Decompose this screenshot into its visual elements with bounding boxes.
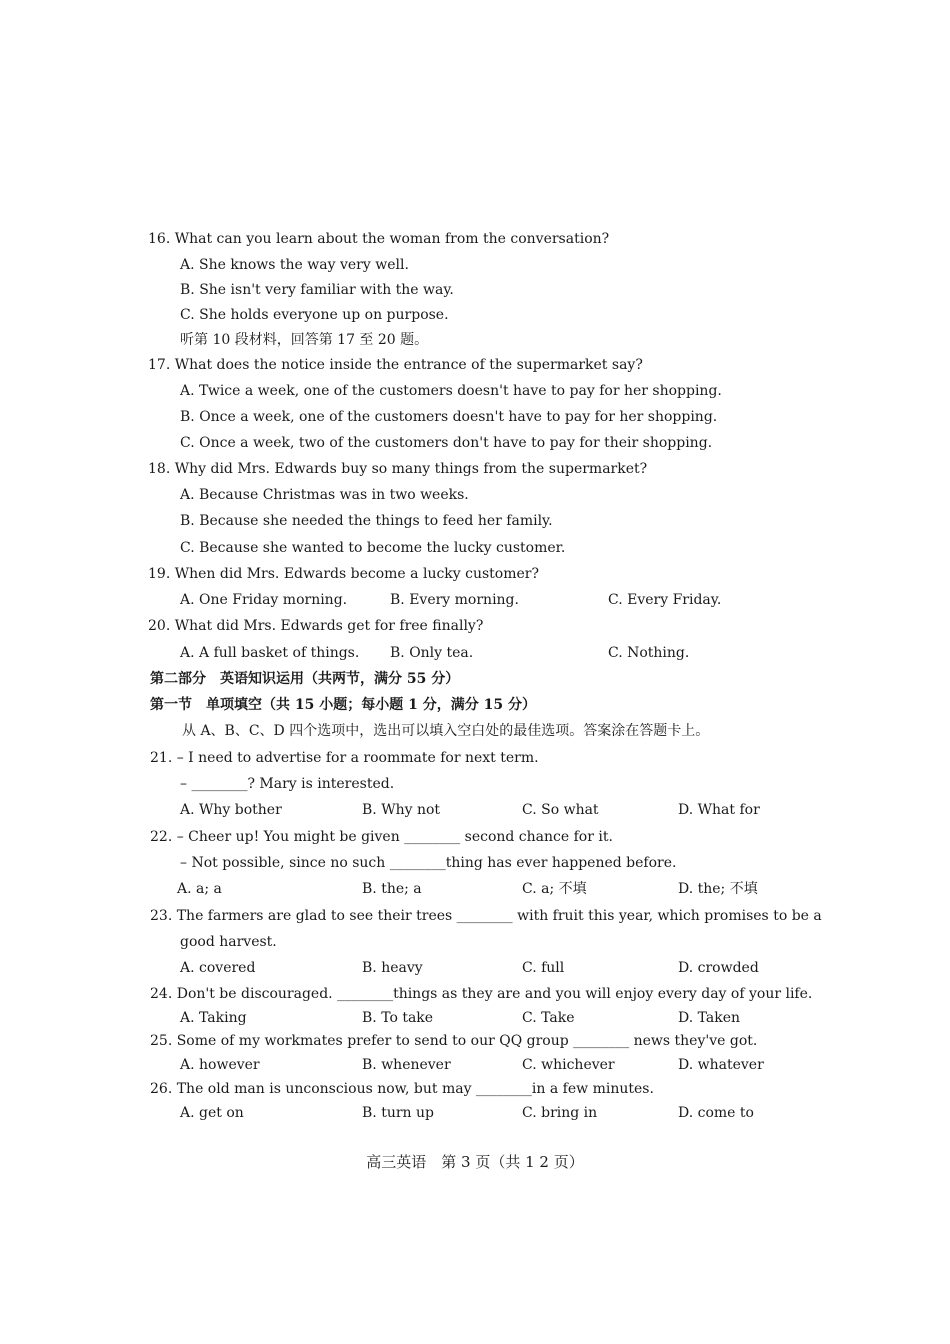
q16-option-c: C. She holds everyone up on purpose. [180, 307, 449, 323]
q17-option-a: A. Twice a week, one of the customers doesn't have to pay for her shopping. [180, 383, 722, 399]
q24-option-a: A. Taking [180, 1010, 247, 1026]
q21-option-c: C. So what [522, 802, 599, 818]
q19-option-c: C. Every Friday. [608, 592, 722, 608]
q23-option-c: C. full [522, 960, 565, 976]
q22-line1: 22. – Cheer up! You might be given ________ second chance for it. [150, 829, 613, 845]
section1-heading: 第一节 单项填空（共 15 小题；每小题 1 分，满分 15 分） [150, 697, 536, 713]
q21-line2: – ________? Mary is interested. [180, 776, 395, 792]
q21-option-d: D. What for [678, 802, 760, 818]
q21-option-b: B. Why not [362, 802, 441, 818]
q18-option-c: C. Because she wanted to become the lucky customer. [180, 540, 566, 556]
q22-line2: – Not possible, since no such ________thing has ever happened before. [180, 855, 677, 871]
q21-line1: 21. – I need to advertise for a roommate for next term. [150, 750, 539, 766]
q23-option-a: A. covered [180, 960, 256, 976]
q24-option-b: B. To take [362, 1010, 434, 1026]
q24-option-c: C. Take [522, 1010, 575, 1026]
q17-stem: 17. What does the notice inside the entrance of the supermarket say? [148, 357, 643, 373]
q23-option-d: D. crowded [678, 960, 759, 976]
q17-option-c: C. Once a week, two of the customers don't have to pay for their shopping. [180, 435, 713, 451]
q22-option-a: A. a; a [177, 881, 222, 897]
part2-heading: 第二部分 英语知识运用（共两节，满分 55 分） [150, 671, 460, 687]
q24-line1: 24. Don't be discouraged. ________things as they are and you will enjoy every day of your life. [150, 986, 813, 1002]
q20-stem: 20. What did Mrs. Edwards get for free finally? [148, 618, 484, 634]
q16-stem: 16. What can you learn about the woman from the conversation? [148, 231, 610, 247]
q20-option-c: C. Nothing. [608, 645, 690, 661]
q25-option-b: B. whenever [362, 1057, 451, 1073]
q23-option-b: B. heavy [362, 960, 423, 976]
q16-option-a: A. She knows the way very well. [180, 257, 409, 273]
q19-stem: 19. When did Mrs. Edwards become a lucky customer? [148, 566, 539, 582]
q26-option-d: D. come to [678, 1105, 754, 1121]
q25-line1: 25. Some of my workmates prefer to send to our QQ group ________ news they've got. [150, 1033, 758, 1049]
q24-option-d: D. Taken [678, 1010, 741, 1026]
q22-option-c: C. a; 不填 [522, 881, 587, 897]
q26-option-c: C. bring in [522, 1105, 598, 1121]
q23-line1: 23. The farmers are glad to see their trees ________ with fruit this year, which promises to be a [150, 908, 822, 924]
q26-option-a: A. get on [180, 1105, 244, 1121]
section10-instruction: 听第 10 段材料，回答第 17 至 20 题。 [180, 332, 429, 348]
q25-option-d: D. whatever [678, 1057, 764, 1073]
q26-option-b: B. turn up [362, 1105, 434, 1121]
section1-instruction: 从 A、B、C、D 四个选项中，选出可以填入空白处的最佳选项。答案涂在答题卡上。 [182, 723, 710, 739]
q18-option-b: B. Because she needed the things to feed her family. [180, 513, 553, 529]
q25-option-c: C. whichever [522, 1057, 615, 1073]
q20-option-b: B. Only tea. [390, 645, 474, 661]
page-footer: 高三英语 第 3 页（共 1 2 页） [366, 1153, 584, 1171]
q19-option-a: A. One Friday morning. [180, 592, 348, 608]
q22-option-d: D. the; 不填 [678, 881, 758, 897]
q23-line2: good harvest. [180, 934, 277, 950]
q18-option-a: A. Because Christmas was in two weeks. [180, 487, 469, 503]
q25-option-a: A. however [180, 1057, 260, 1073]
q16-option-b: B. She isn't very familiar with the way. [180, 282, 454, 298]
q21-option-a: A. Why bother [180, 802, 282, 818]
q22-option-b: B. the; a [362, 881, 422, 897]
q18-stem: 18. Why did Mrs. Edwards buy so many things from the supermarket? [148, 461, 648, 477]
q19-option-b: B. Every morning. [390, 592, 519, 608]
q20-option-a: A. A full basket of things. [180, 645, 360, 661]
q17-option-b: B. Once a week, one of the customers doesn't have to pay for her shopping. [180, 409, 718, 425]
q26-line1: 26. The old man is unconscious now, but may ________in a few minutes. [150, 1081, 654, 1097]
